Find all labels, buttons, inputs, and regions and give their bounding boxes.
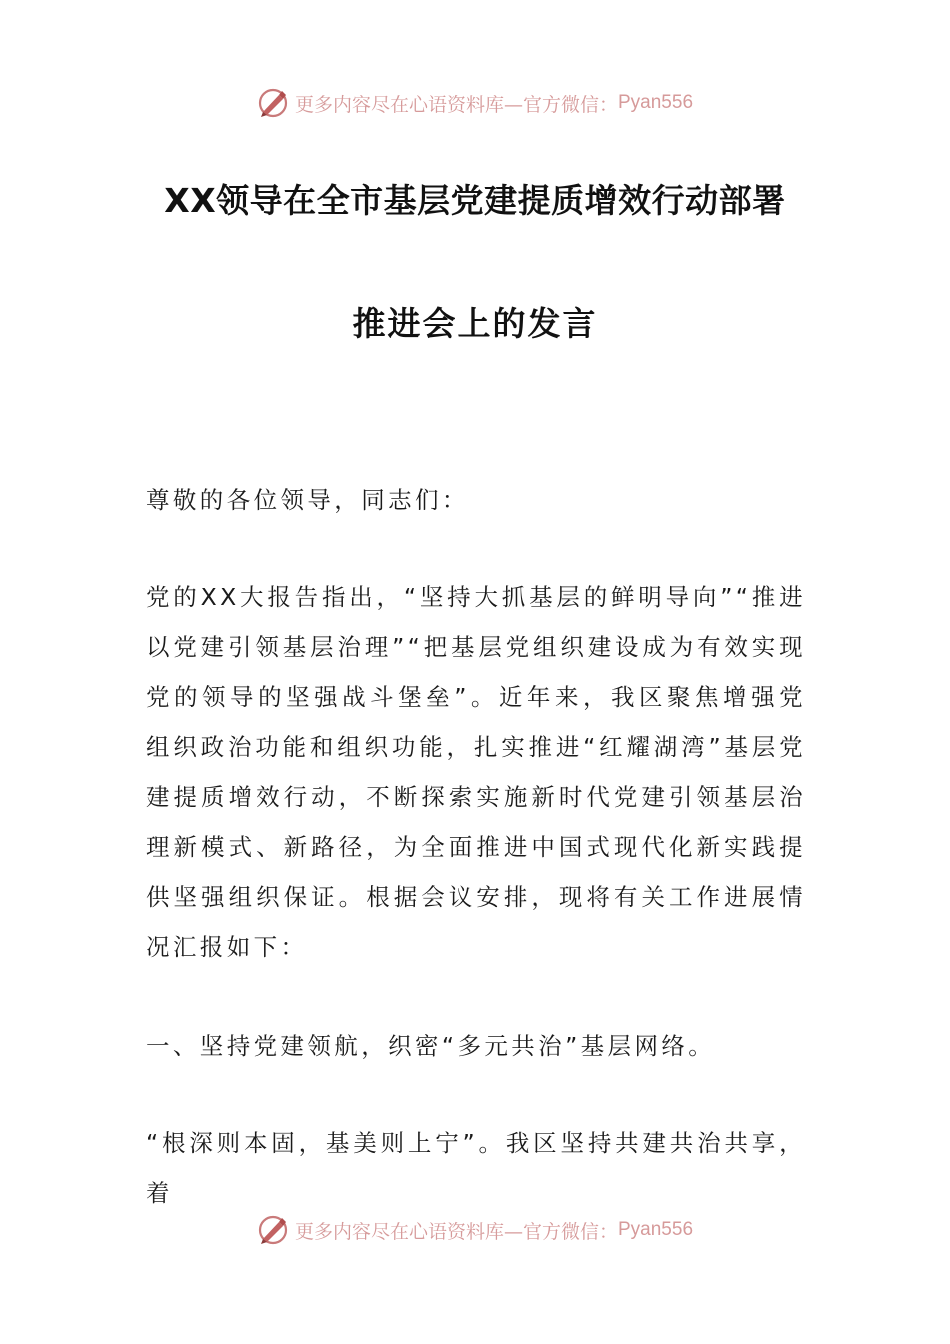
intro-paragraph: 党的XX大报告指出，“坚持大抓基层的鲜明导向”“推进以党建引领基层治理”“把基层党组织建设成为有效实现党的领导的坚强战斗堡垒”。近年来，我区聚焦增强党组织政治功能和组织功能，扎实推进“红耀湖湾”基层党建提质增效行动，不断探索实施新时代党建引领基层治理新模式、新路径，为全面推进中国式现代化新实践提供坚强组织保证。根据会议安排，现将有关工作进展情况汇报如下： xyxy=(146,583,806,961)
watermark-wechat-id: Pyan556 xyxy=(618,1219,694,1240)
watermark-footer xyxy=(0,1210,950,1250)
document-title-line2: 推进会上的发言 xyxy=(352,304,598,343)
salutation: 尊敬的各位领导，同志们： xyxy=(146,486,469,514)
watermark-text: 更多内容尽在心语资料库—官方微信： xyxy=(294,1220,618,1243)
document-title-line1: XX领导在全市基层党建提质增效行动部署 xyxy=(164,181,786,220)
watermark-header xyxy=(0,83,950,123)
pen-logo-icon xyxy=(257,1213,291,1247)
section-heading: 一、坚持党建领航，织密“多元共治”基层网络。 xyxy=(146,1032,716,1060)
pen-logo-icon xyxy=(257,86,291,120)
watermark-wechat-id: Pyan556 xyxy=(618,92,694,113)
section-body-paragraph: “根深则本固，基美则上宁”。我区坚持共建共治共享，着 xyxy=(146,1129,806,1207)
watermark-text: 更多内容尽在心语资料库—官方微信： xyxy=(294,93,618,116)
